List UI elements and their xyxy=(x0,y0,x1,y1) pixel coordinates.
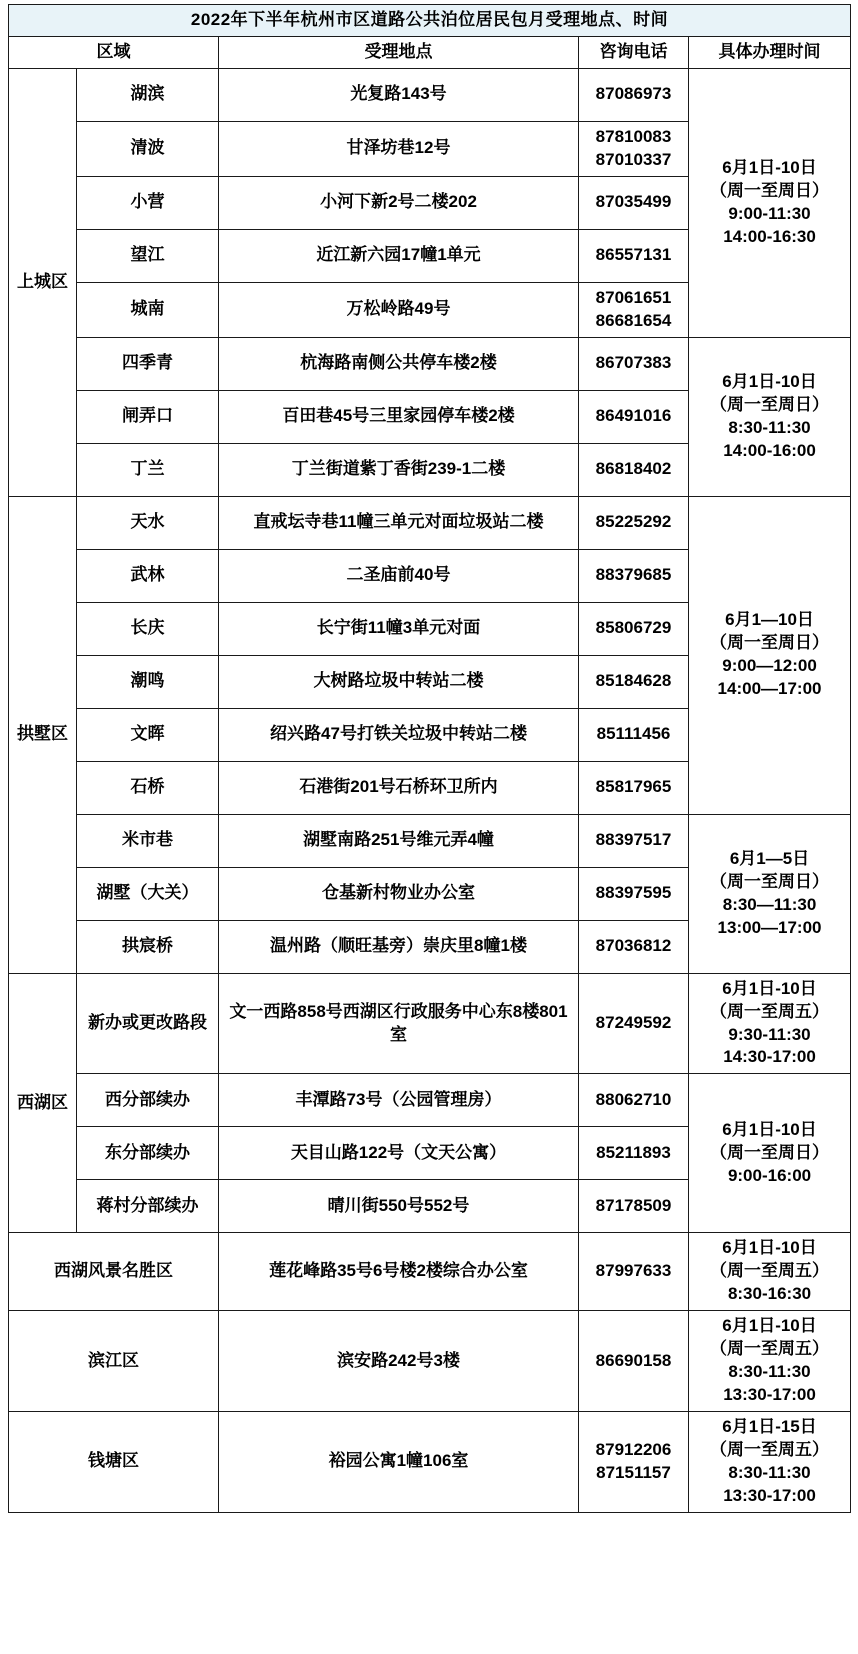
sub-area-name: 长庆 xyxy=(77,602,219,655)
location-address: 湖墅南路251号维元弄4幢 xyxy=(219,814,579,867)
sub-area-name: 天水 xyxy=(77,496,219,549)
sub-area-name: 丁兰 xyxy=(77,443,219,496)
processing-time: 6月1日-10日 （周一至周五） 8:30-16:30 xyxy=(689,1233,851,1311)
district-name: 滨江区 xyxy=(9,1311,219,1412)
processing-time: 6月1—10日 （周一至周日） 9:00—12:00 14:00—17:00 xyxy=(689,496,851,814)
table-row xyxy=(9,68,851,121)
header-row xyxy=(9,36,851,68)
location-address: 万松岭路49号 xyxy=(219,282,579,337)
sub-area-name: 石桥 xyxy=(77,761,219,814)
sub-area-name: 四季青 xyxy=(77,337,219,390)
table-row xyxy=(9,1311,851,1412)
header-district: 区域 xyxy=(9,36,219,68)
sub-area-name: 蒋村分部续办 xyxy=(77,1180,219,1233)
table-row xyxy=(9,1411,851,1512)
acceptance-locations-table xyxy=(8,4,851,1513)
sub-area-name: 望江 xyxy=(77,229,219,282)
location-address: 二圣庙前40号 xyxy=(219,549,579,602)
sub-area-name: 武林 xyxy=(77,549,219,602)
title-row xyxy=(9,5,851,37)
location-address: 大树路垃圾中转站二楼 xyxy=(219,655,579,708)
contact-phone: 86690158 xyxy=(579,1311,689,1412)
sub-area-name: 湖墅（大关） xyxy=(77,867,219,920)
contact-phone: 88397595 xyxy=(579,867,689,920)
location-address: 仓基新村物业办公室 xyxy=(219,867,579,920)
contact-phone: 87997633 xyxy=(579,1233,689,1311)
location-address: 石港街201号石桥环卫所内 xyxy=(219,761,579,814)
table-row xyxy=(9,337,851,390)
table-row xyxy=(9,1074,851,1127)
contact-phone: 86818402 xyxy=(579,443,689,496)
contact-phone: 85111456 xyxy=(579,708,689,761)
location-address: 小河下新2号二楼202 xyxy=(219,176,579,229)
district-name: 西湖区 xyxy=(9,973,77,1233)
processing-time: 6月1日-10日 （周一至周日） 9:00-16:00 xyxy=(689,1074,851,1233)
header-phone: 咨询电话 xyxy=(579,36,689,68)
district-name: 拱墅区 xyxy=(9,496,77,973)
contact-phone: 85211893 xyxy=(579,1127,689,1180)
location-address: 莲花峰路35号6号楼2楼综合办公室 xyxy=(219,1233,579,1311)
location-address: 甘泽坊巷12号 xyxy=(219,121,579,176)
sub-area-name: 东分部续办 xyxy=(77,1127,219,1180)
sub-area-name: 湖滨 xyxy=(77,68,219,121)
contact-phone: 88397517 xyxy=(579,814,689,867)
contact-phone: 87035499 xyxy=(579,176,689,229)
district-name: 西湖风景名胜区 xyxy=(9,1233,219,1311)
location-address: 裕园公寓1幢106室 xyxy=(219,1411,579,1512)
location-address: 文一西路858号西湖区行政服务中心东8楼801室 xyxy=(219,973,579,1074)
table-row xyxy=(9,1233,851,1311)
location-address: 丁兰街道紫丁香街239-1二楼 xyxy=(219,443,579,496)
contact-phone: 87036812 xyxy=(579,920,689,973)
contact-phone: 87178509 xyxy=(579,1180,689,1233)
contact-phone: 87912206 87151157 xyxy=(579,1411,689,1512)
document-title: 2022年下半年杭州市区道路公共泊位居民包月受理地点、时间 xyxy=(9,5,851,37)
location-address: 晴川街550号552号 xyxy=(219,1180,579,1233)
table-row xyxy=(9,973,851,1074)
contact-phone: 88062710 xyxy=(579,1074,689,1127)
location-address: 丰潭路73号（公园管理房） xyxy=(219,1074,579,1127)
location-address: 近江新六园17幢1单元 xyxy=(219,229,579,282)
contact-phone: 86557131 xyxy=(579,229,689,282)
contact-phone: 85184628 xyxy=(579,655,689,708)
header-location: 受理地点 xyxy=(219,36,579,68)
sub-area-name: 文晖 xyxy=(77,708,219,761)
contact-phone: 87086973 xyxy=(579,68,689,121)
contact-phone: 87061651 86681654 xyxy=(579,282,689,337)
location-address: 滨安路242号3楼 xyxy=(219,1311,579,1412)
sub-area-name: 小营 xyxy=(77,176,219,229)
location-address: 百田巷45号三里家园停车楼2楼 xyxy=(219,390,579,443)
sub-area-name: 拱宸桥 xyxy=(77,920,219,973)
processing-time: 6月1日-15日 （周一至周五） 8:30-11:30 13:30-17:00 xyxy=(689,1411,851,1512)
location-address: 天目山路122号（文天公寓） xyxy=(219,1127,579,1180)
location-address: 长宁街11幢3单元对面 xyxy=(219,602,579,655)
location-address: 杭海路南侧公共停车楼2楼 xyxy=(219,337,579,390)
table-row xyxy=(9,814,851,867)
contact-phone: 85225292 xyxy=(579,496,689,549)
sub-area-name: 新办或更改路段 xyxy=(77,973,219,1074)
sub-area-name: 城南 xyxy=(77,282,219,337)
contact-phone: 85817965 xyxy=(579,761,689,814)
sub-area-name: 潮鸣 xyxy=(77,655,219,708)
sub-area-name: 闸弄口 xyxy=(77,390,219,443)
location-address: 绍兴路47号打铁关垃圾中转站二楼 xyxy=(219,708,579,761)
location-address: 光复路143号 xyxy=(219,68,579,121)
processing-time: 6月1—5日 （周一至周日） 8:30—11:30 13:00—17:00 xyxy=(689,814,851,973)
location-address: 直戒坛寺巷11幢三单元对面垃圾站二楼 xyxy=(219,496,579,549)
contact-phone: 86491016 xyxy=(579,390,689,443)
contact-phone: 85806729 xyxy=(579,602,689,655)
district-name: 钱塘区 xyxy=(9,1411,219,1512)
location-address: 温州路（顺旺基旁）崇庆里8幢1楼 xyxy=(219,920,579,973)
sub-area-name: 清波 xyxy=(77,121,219,176)
contact-phone: 87810083 87010337 xyxy=(579,121,689,176)
processing-time: 6月1日-10日 （周一至周日） 8:30-11:30 14:00-16:00 xyxy=(689,337,851,496)
contact-phone: 87249592 xyxy=(579,973,689,1074)
contact-phone: 88379685 xyxy=(579,549,689,602)
sub-area-name: 西分部续办 xyxy=(77,1074,219,1127)
processing-time: 6月1日-10日 （周一至周五） 8:30-11:30 13:30-17:00 xyxy=(689,1311,851,1412)
district-name: 上城区 xyxy=(9,68,77,496)
processing-time: 6月1日-10日 （周一至周五） 9:30-11:30 14:30-17:00 xyxy=(689,973,851,1074)
contact-phone: 86707383 xyxy=(579,337,689,390)
header-time: 具体办理时间 xyxy=(689,36,851,68)
sub-area-name: 米市巷 xyxy=(77,814,219,867)
table-row xyxy=(9,496,851,549)
processing-time: 6月1日-10日 （周一至周日） 9:00-11:30 14:00-16:30 xyxy=(689,68,851,337)
